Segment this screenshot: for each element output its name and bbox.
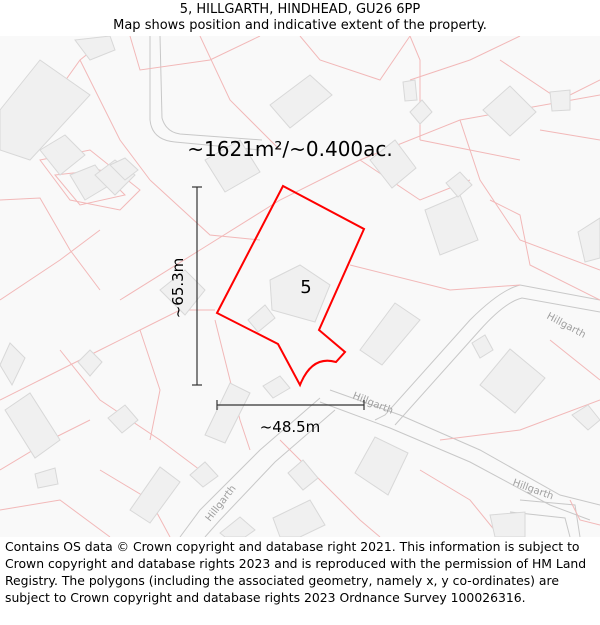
- road-label-hillgarth-east: Hillgarth: [544, 310, 588, 341]
- road-label-hillgarth-west: Hillgarth: [203, 483, 239, 524]
- height-dimension-label: ~65.3m: [169, 257, 187, 319]
- plot-number-label: 5: [300, 277, 312, 298]
- area-label: ~1621m²/~0.400ac.: [187, 137, 393, 161]
- width-dimension-label: ~48.5m: [259, 418, 321, 436]
- road-label-hillgarth-south: Hillgarth: [510, 477, 555, 503]
- road-label-hillgarth-mid: Hillgarth: [350, 390, 395, 417]
- map-canvas[interactable]: [0, 36, 600, 537]
- map-subtitle: Map shows position and indicative extent of the property.: [113, 18, 487, 33]
- property-address: 5, HILLGARTH, HINDHEAD, GU26 6PP: [179, 2, 421, 17]
- map-header: [0, 0, 600, 36]
- attribution-text: Contains OS data © Crown copyright and database right 2021. This information is subject to Crown copyright and database rights 2023 and is reproduced with the permission of HM Land Registry. The polygons (including the associated geometry, namely x, y co-ordinates) are subject to Crown copyright and database rights 2023 Ordnance Survey 100026316.: [5, 539, 587, 605]
